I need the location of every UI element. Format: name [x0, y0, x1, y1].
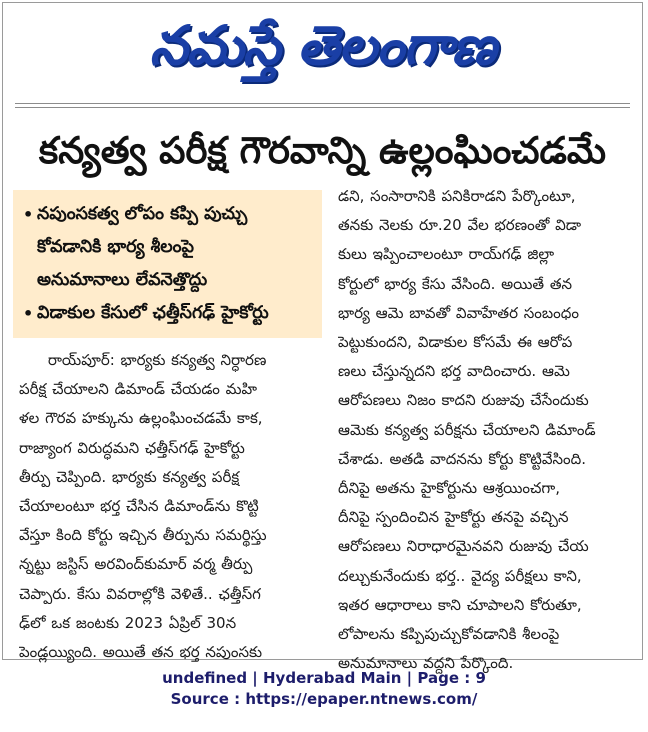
body-line: చేశాడు. అతడి వాదనను కోర్టు కొట్టివేసింది. — [338, 449, 587, 468]
masthead-divider-2 — [15, 107, 630, 108]
body-line: పెట్టుకుందని, విడాకుల కోసమే ఈ ఆరోప — [338, 333, 573, 352]
masthead-logo — [3, 11, 642, 81]
body-line: లోపాలను కప్పిపుచ్చుకోవడానికి శీలంపై — [338, 625, 560, 644]
body-line: అనుమానాలు వద్దని పేర్కొంది. — [338, 654, 514, 673]
masthead-divider — [15, 103, 630, 104]
highlight-item — [23, 198, 316, 297]
body-line: చెప్పారు. కేసు వివరాల్లోకి వెళితే.. ఛత్తీస్‌గ — [19, 584, 261, 603]
source-footer — [0, 668, 648, 710]
highlight-text: నపుంసకత్వ లోపం కప్పి పుచ్చు కోవడానికి భార్య శీలంపై అనుమానాలు లేవనెత్తొద్దు — [37, 204, 248, 290]
body-line: పెండ్లయ్యింది. అయితే తన భర్త నపుంసకు — [19, 643, 263, 662]
highlights-box — [13, 190, 322, 338]
clipping-frame — [2, 2, 643, 673]
body-line: న్నట్టు జస్టిస్ అరవింద్‌కుమార్ వర్మ తీర్పు — [19, 555, 253, 574]
body-line: కులు ఇప్పించాలంటూ రాయ్‌గఢ్ జిల్లా — [338, 245, 555, 264]
body-line: ళల గౌరవ హక్కును ఉల్లంఘించడమే కాక, — [19, 409, 263, 428]
article-headline: కన్యత్వ పరీక్ష గౌరవాన్ని ఉల్లంఘించడమే — [38, 129, 607, 172]
body-line: వేస్తూ కింది కోర్టు ఇచ్చిన తీర్పును సమర్థిస్తు — [19, 526, 267, 545]
bullet-icon: • — [23, 205, 34, 224]
masthead-title: నమస్తే తెలంగాణ — [149, 14, 496, 77]
article-column-right — [338, 182, 634, 678]
source-link[interactable]: Source : https://epaper.ntnews.com/ — [170, 690, 478, 708]
bullet-icon: • — [23, 304, 34, 323]
edition-info: undefined | Hyderabad Main | Page : 9 — [162, 669, 486, 687]
body-line: రాజ్యాంగ విరుద్ధమని ఛత్తీస్‌గఢ్ హైకోర్టు — [19, 438, 245, 457]
highlight-text: విడాకుల కేసులో ఛత్తీస్‌గఢ్ హైకోర్టు — [37, 303, 269, 323]
highlight-item — [23, 297, 316, 330]
body-line: దల్చుకునేందుకు భర్త.. వైద్య పరీక్షలు కాని, — [338, 566, 582, 585]
body-line: దీనిపై అతను హైకోర్టును ఆశ్రయించగా, — [338, 479, 560, 498]
body-line: రాయ్‌పూర్: భార్యకు కన్యత్వ నిర్ధారణ — [19, 351, 267, 369]
body-line: ఆరోపణలు నిజం కాదని రుజువు చేసేందుకు — [338, 391, 589, 410]
body-line: ఆమెకు కన్యత్వ పరీక్షను చేయాలని డిమాండ్ — [338, 420, 596, 439]
body-line: భార్య ఆమె బావతో వివాహేతర సంబంధం — [338, 303, 579, 322]
body-line: పరీక్ష చేయాలని డిమాండ్ చేయడం మహి — [19, 380, 257, 399]
body-line: కోర్టులో భార్య కేసు వేసింది. అయితే తన — [338, 274, 573, 293]
body-line: ఇతర ఆధారాలు కాని చూపాలని కోరుతూ, — [338, 595, 582, 614]
body-line: ఆరోపణలు నిరాధారమైనవని రుజువు చేయ — [338, 537, 589, 556]
body-line: దీనిపై స్పందించిన హైకోర్టు తనపై వచ్చిన — [338, 508, 569, 527]
body-line: తనకు నెలకు రూ.20 వేల భరణంతో విడా — [338, 216, 582, 235]
article-column-left — [19, 346, 314, 667]
body-line: తీర్పు చెప్పింది. భార్యకు కన్యత్వ పరీక్ష — [19, 467, 240, 486]
body-line: ణలు చేస్తున్నదని భర్త వాదించారు. ఆమె — [338, 362, 570, 381]
body-line: ఢ్‌లో ఒక జంటకు 2023 ఏప్రిల్ 30న — [19, 613, 237, 632]
body-line: డని, సంసారానికి పనికిరాడని పేర్కొంటూ, — [338, 187, 576, 205]
body-line: చేయాలంటూ భర్త చేసిన డిమాండ్‌ను కొట్టి — [19, 497, 259, 516]
